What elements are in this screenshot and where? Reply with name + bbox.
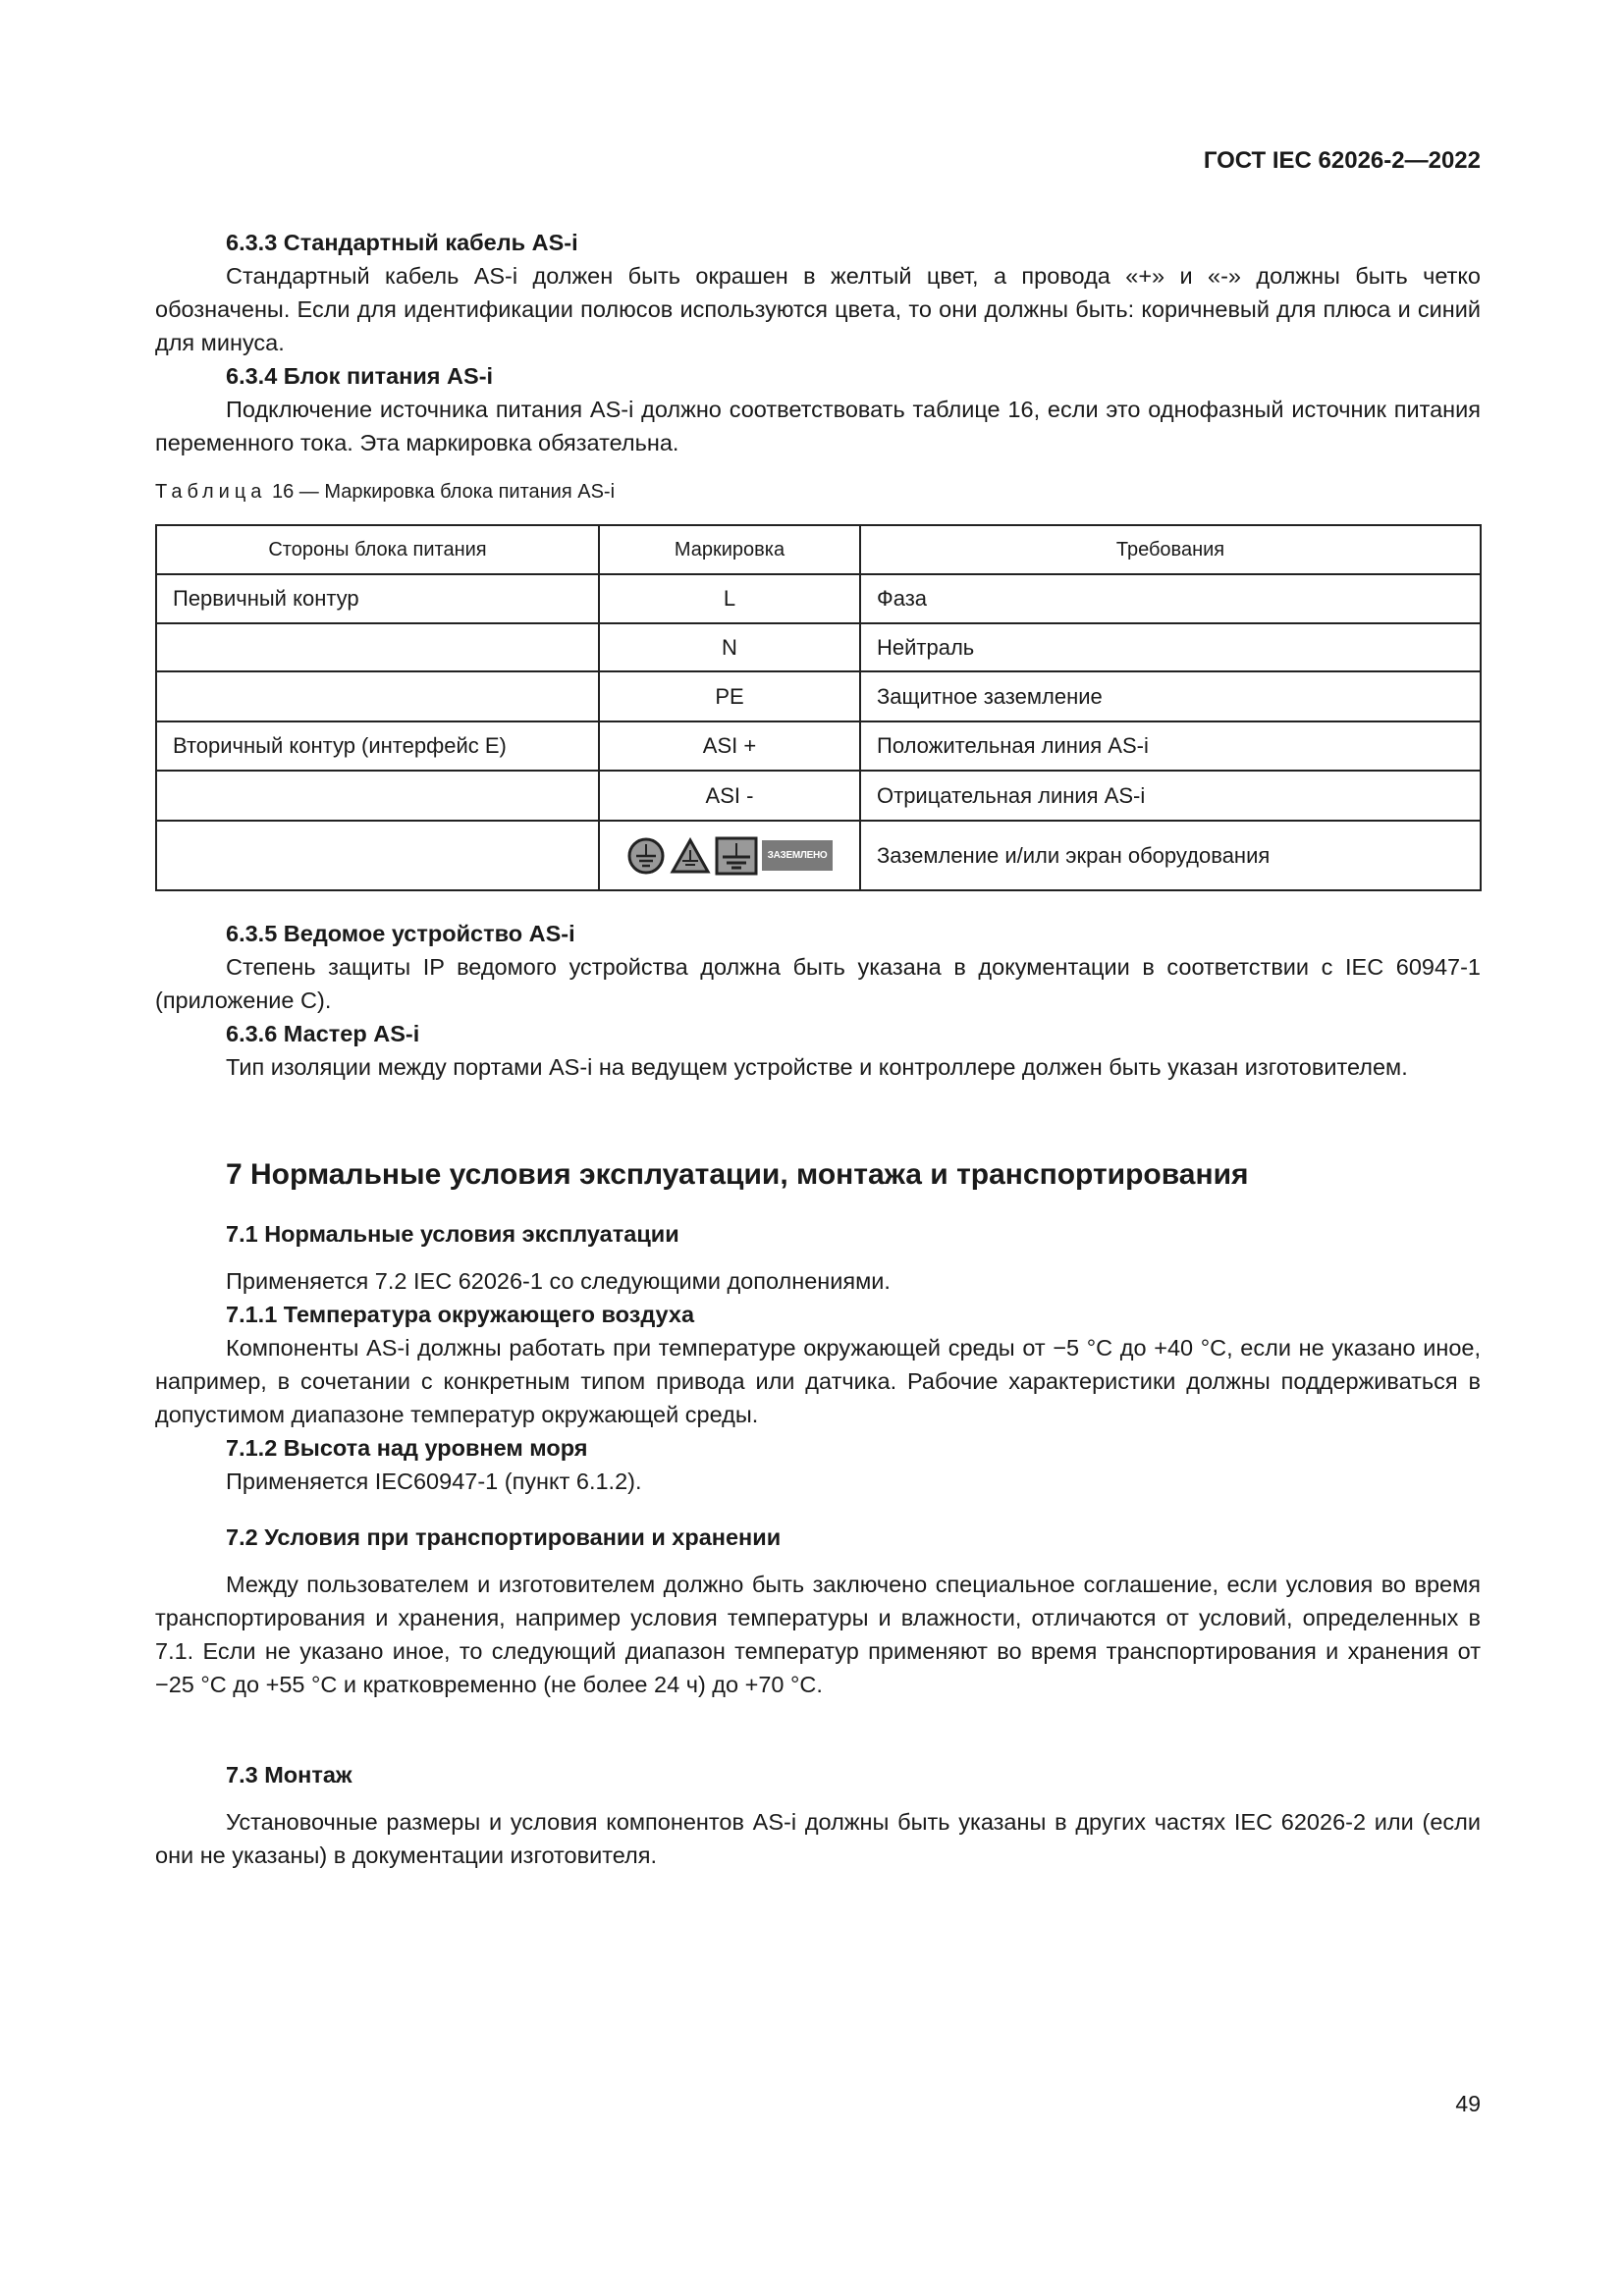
cell: ASI + xyxy=(599,721,860,771)
section-7-title: 7 Нормальные условия эксплуатации, монтажа и транспортирования xyxy=(226,1158,1249,1191)
section-heading: 6.3.6 Мастер AS-i xyxy=(226,1021,420,1046)
cell: Отрицательная линия AS-i xyxy=(860,771,1481,821)
cell: ASI - xyxy=(599,771,860,821)
paragraph: Компоненты AS-i должны работать при температуре окружающей среды от −5 °C до +40 °C, если не указано иное, например, в сочетании с конкретным типом привода или датчика. Рабочие характеристики должны поддерживаться в допустимом диапазоне температур окружающей среды. xyxy=(155,1335,1481,1427)
document-header: ГОСТ IEC 62026-2—2022 xyxy=(1203,147,1481,174)
cell: Защитное заземление xyxy=(860,671,1481,721)
paragraph: Стандартный кабель AS-i должен быть окрашен в желтый цвет, а провода «+» и «-» должны быть четко обозначены. Если для идентификации полюсов используются цвета, то они должны быть: коричневый для плюса и синий для минуса. xyxy=(155,263,1481,355)
paragraph: Степень защиты IP ведомого устройства должна быть указана в документации в соответствии с IEC 60947-1 (приложение C). xyxy=(155,954,1481,1013)
table-row xyxy=(156,821,1481,890)
page-number: 49 xyxy=(1455,2091,1481,2116)
table-row xyxy=(156,671,1481,721)
paragraph: Между пользователем и изготовителем должно быть заключено специальное соглашение, если условия во время транспортирования и хранения, например условия температуры и влажности, отличаются от условий, определенных в 7.1. Если не указано иное, то следующий диапазон температур применяют во время транспортирования и хранения от −25 °C до +55 °C и кратковременно (не более 24 ч) до +70 °C. xyxy=(155,1572,1481,1697)
cell: Первичный контур xyxy=(156,574,599,623)
cell-ground-symbols xyxy=(599,821,860,890)
column-header: Маркировка xyxy=(599,525,860,574)
cell: Нейтраль xyxy=(860,623,1481,671)
cell: N xyxy=(599,623,860,671)
column-header: Требования xyxy=(860,525,1481,574)
section-heading: 7.3 Монтаж xyxy=(226,1762,352,1788)
section-heading: 7.1.2 Высота над уровнем моря xyxy=(226,1435,588,1461)
section-heading: 6.3.3 Стандартный кабель AS-i xyxy=(226,230,578,255)
section-heading: 6.3.5 Ведомое устройство AS-i xyxy=(226,921,575,946)
section-heading: 6.3.4 Блок питания AS-i xyxy=(226,363,494,389)
cell: Положительная линия AS-i xyxy=(860,721,1481,771)
section-6-3-5 xyxy=(155,917,1481,1084)
section-7-2 xyxy=(155,1521,1481,1701)
ground-symbols xyxy=(626,836,834,876)
section-7-1 xyxy=(155,1217,1481,1498)
section-7-3 xyxy=(155,1758,1481,1872)
paragraph: Установочные размеры и условия компонентов AS-i должны быть указаны в других частях IEC 62026-2 или (если они не указаны) в документации изготовителя. xyxy=(155,1809,1481,1868)
table-row xyxy=(156,623,1481,671)
table-row xyxy=(156,771,1481,821)
section-heading: 7.1.1 Температура окружающего воздуха xyxy=(226,1302,695,1327)
section-6-3-3 xyxy=(155,226,1481,459)
table-row xyxy=(156,574,1481,623)
cell xyxy=(156,623,599,671)
protective-earth-circle-icon xyxy=(626,836,666,876)
caption-text: 16 — Маркировка блока питания AS-i xyxy=(271,481,616,503)
cell: Заземление и/или экран оборудования xyxy=(860,821,1481,890)
cell: Фаза xyxy=(860,574,1481,623)
earth-warning-triangle-icon xyxy=(670,837,711,875)
cell: PE xyxy=(599,671,860,721)
paragraph: Применяется 7.2 IEC 62026-1 со следующими дополнениями. xyxy=(226,1268,891,1294)
cell: L xyxy=(599,574,860,623)
cell xyxy=(156,771,599,821)
cell: Вторичный контур (интерфейс E) xyxy=(156,721,599,771)
paragraph: Подключение источника питания AS-i должно соответствовать таблице 16, если это однофазный источник питания переменного тока. Эта маркировка обязательна. xyxy=(155,397,1481,455)
column-header: Стороны блока питания xyxy=(156,525,599,574)
paragraph: Применяется IEC60947-1 (пункт 6.1.2). xyxy=(226,1468,642,1494)
caption-word: Таблица xyxy=(155,481,267,503)
paragraph: Тип изоляции между портами AS-i на ведущем устройстве и контроллере должен быть указан изготовителем. xyxy=(226,1054,1408,1080)
marking-table xyxy=(155,524,1482,891)
earth-square-icon xyxy=(715,836,758,876)
table-header-row xyxy=(156,525,1481,574)
section-heading: 7.2 Условия при транспортировании и хранении xyxy=(226,1524,782,1550)
table-row xyxy=(156,721,1481,771)
cell xyxy=(156,821,599,890)
table-caption xyxy=(155,481,615,504)
grounded-label-icon: ЗАЗЕМЛЕНО xyxy=(762,840,834,871)
cell xyxy=(156,671,599,721)
section-heading: 7.1 Нормальные условия эксплуатации xyxy=(226,1221,679,1247)
